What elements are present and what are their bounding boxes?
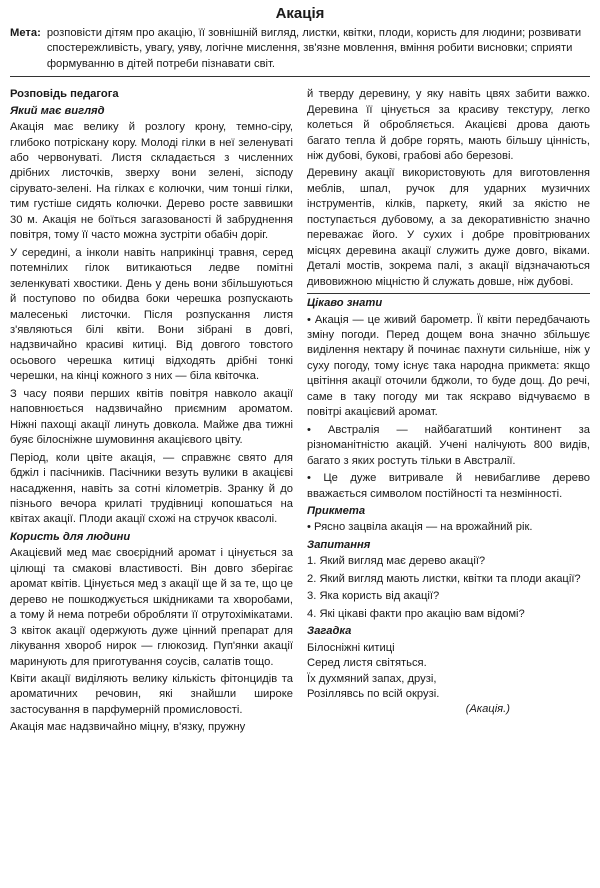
- left-column: [10, 87, 293, 738]
- benefit-paragraph-3: Акація має надзвичайно міцну, в'язку, пружну: [10, 721, 246, 734]
- riddle-line-2: Серед листя світяться.: [307, 657, 427, 670]
- question-4: 4. Які цікаві факти про акацію вам відомі?: [307, 607, 525, 620]
- header-divider: [10, 76, 590, 77]
- teacher-story-heading: Розповідь педагога: [10, 88, 119, 101]
- questions-subheading: Запитання: [307, 538, 371, 551]
- question-1: 1. Який вигляд має дерево акації?: [307, 555, 486, 568]
- wood-paragraph-1: й тверду деревину, у яку навіть цвях забити важко. Деревина її цінується за красиву текстуру, легко колеться й обробляється. Акацієві дрова дають багато тепла й добре горять, мають більшу цінність, ніж дубові, букові, грабові або березові.: [307, 88, 590, 163]
- appearance-paragraph-3: З часу появи перших квітів повітря навколо акації наповнюється надзвичайно приємним ароматом. Ніжні пахощі акації линуть довкола. Майже два тижні буяє білосніжне шумовиння акацієвого цвіту.: [10, 387, 293, 447]
- riddle-line-3: Їх духмяний запах, друзі,: [307, 672, 437, 685]
- question-2: 2. Який вигляд мають листки, квітки та плоди акації?: [307, 572, 581, 585]
- wood-paragraph-2: Деревину акації використовують для виготовлення меблів, шпал, ручок для ударних музичних інструментів, кілків, паркету, який за якістю не поступається дубовому, а за декоративністю значно переважає його. У сухих і добре провітрюваних місцях деревина акації служить дуже довго, віками. Деталі мостів, зокрема палі, з акації відзначаються дивовижною міцністю й служать довше, ніж дубові.: [307, 167, 590, 288]
- omen-subheading: Прикмета: [307, 505, 366, 517]
- appearance-paragraph-4: Період, коли цвіте акація, — справжнє свято для бджіл і пасічників. Пасічники везуть вулики в акацієві насадження, навіть за сотні кілометрів. Зранку й до пізнього вечора крилаті трудівниці копошаться на квітах акації. Плоди акації схожі на стручок квасолі.: [10, 451, 293, 526]
- two-column-body: [10, 87, 590, 738]
- appearance-paragraph-1: Акація має велику й розлогу крону, темно-сіру, глибоко потріскану кору. Молоді гілки в неї зеленуваті або червонуваті. Листя складається з численних дрібних листочків, зверху вони зелені, зісподу сірувато-зелені. На гілках є колючки, чим тонші гілки, тим густіше сидять колючки. Дерево росте заввишки 30 м. Акація не боїться загазованості й забруднення повітря, тому її часто можна зустріти обабіч доріг.: [10, 121, 293, 242]
- right-column: [307, 87, 590, 738]
- goal-label: Мета:: [10, 26, 41, 39]
- page-title: Акація: [275, 5, 325, 22]
- benefit-paragraph-1: Акацієвий мед має своєрідний аромат і цінується за цілющі та смакові властивості. Він довго зберігає аромат квітів. Цінується мед з акації ще й за те, що це дерево не пошкоджується шкідниками та хворобами, а тому й нема потреби обробляти її отрутохімікатами. З квіток акації одержують дуже цінний препарат для лікування хвороб нирок — глюкозид. Пуп'янки акації маринують для приготування соусів, салатів тощо.: [10, 547, 293, 668]
- goal-text: розповісти дітям про акацію, її зовнішній вигляд, листки, квітки, плоди, користь для людини; розвивати спостережливість, увагу, уяву, логічне мислення, зв'язне мовлення, вміння робити висновки; сприяти формуванню в дітей потреби пізнавати світ.: [46, 26, 582, 71]
- riddle-subheading: Загадка: [307, 625, 352, 638]
- riddle-line-4: Розіллявсь по всій окрузі.: [307, 687, 440, 700]
- fact-item-3: • Це дуже витривале й невибагливе дерево вважається символом постійності та незмінності.: [307, 472, 590, 500]
- section-rule: [307, 293, 590, 294]
- benefit-subheading: Користь для людини: [10, 530, 131, 543]
- riddle: [307, 641, 590, 718]
- benefit-paragraph-2: Квіти акації виділяють велику кількість фітонцидів та ароматичних речовин, які знайшли широке застосування в парфумерній промисловості.: [10, 672, 293, 716]
- question-3: 3. Яка користь від акації?: [307, 590, 440, 603]
- riddle-line-1: Білосніжні китиці: [307, 641, 395, 654]
- goal-block: [10, 26, 590, 74]
- omen-item: • Рясно зацвіла акація — на врожайний рік.: [307, 521, 533, 534]
- riddle-answer: (Акація.): [465, 703, 510, 716]
- appearance-paragraph-2: У середині, а інколи навіть наприкінці травня, серед потемнілих гілок витикаються ледве помітні зеленкуваті хвостики. День у день вони збільшуються й поступово по обидва боки черешка розпускають малесенькі листочки. Після розпускання листя з'являються білі квіти. Вони зібрані в довгі, надзвичайно красиві китиці. Від довгого товстого осьового черешка китиці відходять дрібні тонкі черешки, на кінці кожного з них — біла квіточка.: [10, 246, 293, 383]
- fact-item-2: • Австралія — найбагатший континент за різноманітністю акацій. Учені налічують 800 видів, багато з яких ростуть тільки в Австралії.: [307, 423, 590, 467]
- appearance-subheading: Який має вигляд: [10, 104, 105, 117]
- facts-subheading: Цікаво знати: [307, 297, 383, 310]
- fact-item-1: • Акація — це живий барометр. Її квіти передбачають зміну погоди. Перед дощем вона значно збільшує виділення нектару й починає пахнути сильніше, ніж у суху погоду, тому існує така народна прикмета: якщо цвітіння акації оточили бджоли, то буде дощ. До речі, саме в таку погоду ми так яскраво відчуваємо в повітрі акацієвий аромат.: [307, 313, 590, 419]
